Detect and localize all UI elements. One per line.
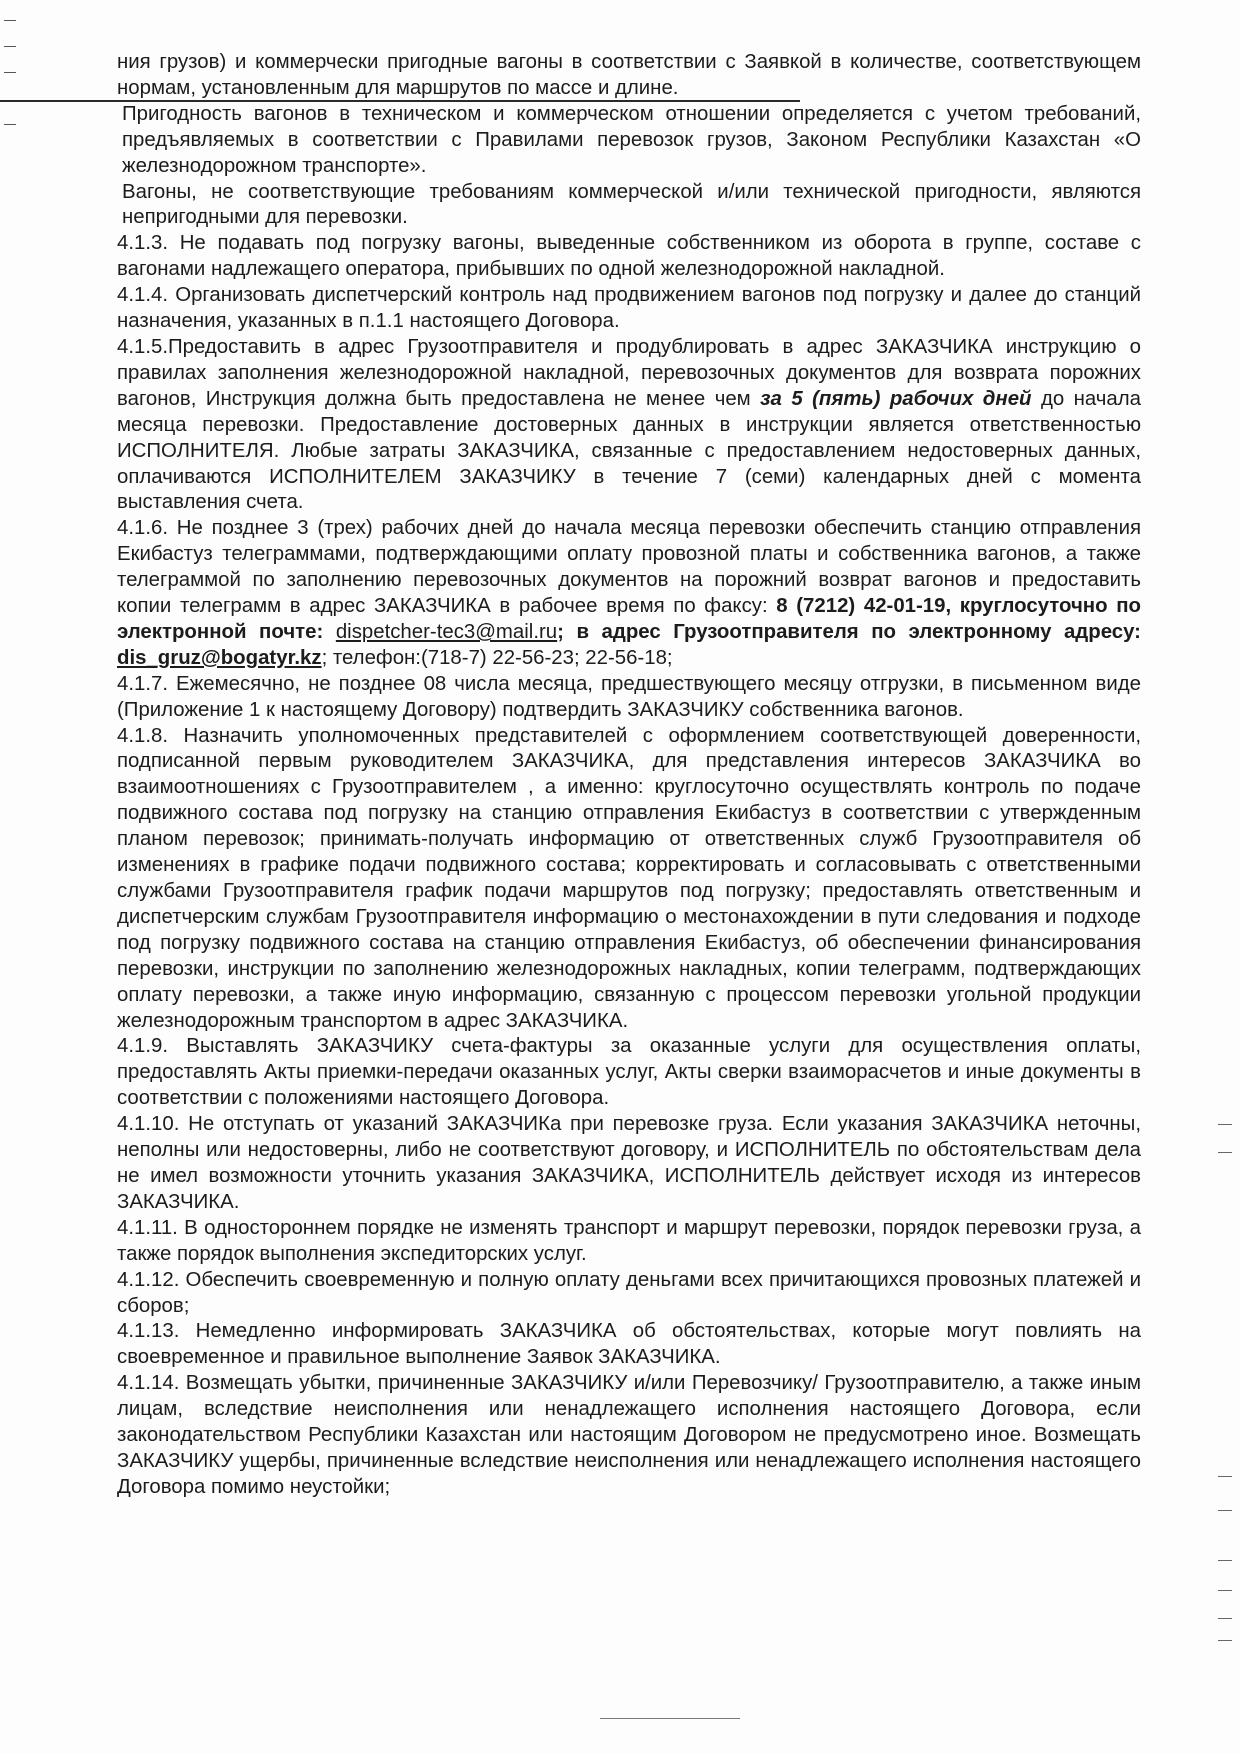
- clause-4-1-10: 4.1.10. Не отступать от указаний ЗАКАЗЧИКа при перевозке груза. Если указания ЗАКАЗЧИКА неточны, неполны или недостоверны, либо не соответствуют договору, и ИСПОЛНИТЕЛЬ по обстоятельствам дела не имел возможности уточнить указания ЗАКАЗЧИКА, ИСПОЛНИТЕЛЬ действует исходя из интересов ЗАКАЗЧИКА.: [117, 1113, 1141, 1213]
- clause-4-1-14: 4.1.14. Возмещать убытки, причиненные ЗАКАЗЧИКУ и/или Перевозчику/ Грузоотправителю, а также иным лицам, вследствие неисполнения или ненадлежащего исполнения настоящего Договора, если законодательством Республики Казахстан или настоящим Договором не предусмотрено иное. Возмещать ЗАКАЗЧИКУ ущербы, причиненные вследствие неисполнения или ненадлежащего исполнения настоящего Договора помимо неустойки;: [117, 1372, 1141, 1498]
- scan-mark: [1218, 1560, 1232, 1561]
- clause-text: до начала месяца перевозки. Предоставление достоверных данных в инструкции является ответственностью ИСПОЛНИТЕЛЯ. Любые затраты ЗАКАЗЧИКА, связанные с предоставлением недостоверных данных, оплачиваются ИСПОЛНИТЕЛЕМ ЗАКАЗЧИКУ в течение 7 (семи) календарных дней с момента выставления счета.: [117, 387, 1141, 514]
- clause-text: 4.1.6. Не позднее 3 (трех) рабочих дней до начала месяца перевозки обеспечить станцию отправления Екибастуз телеграммами, подтверждающими оплату провозной платы и собственника вагонов, а также телеграммой по заполнению перевозочных документов на порожний возврат вагонов и предоставить копии телеграмм в адрес ЗАКАЗЧИКА в рабочее время по факсу:: [117, 517, 1141, 618]
- paragraph-suitability: Пригодность вагонов в техническом и коммерческом отношении определяется с учетом требований, предъявляемых в соответствии с Правилами перевозок грузов, Законом Республики Казахстан «О железнодорожном транспорте».: [122, 102, 1141, 177]
- scan-mark: [4, 72, 16, 73]
- document-body: [117, 50, 1141, 1501]
- scan-mark: [4, 124, 16, 125]
- deadline-emphasis: за 5 (пять) рабочих дней: [760, 387, 1032, 410]
- scan-mark: [1218, 1618, 1232, 1619]
- clause-4-1-6: [117, 516, 1141, 671]
- scan-mark: [600, 1718, 740, 1719]
- scan-mark: [1218, 1152, 1232, 1153]
- scan-mark: [4, 20, 16, 21]
- fax-contact: 8 (7212) 42-01-19, круглосуточно по электронной почте:: [117, 595, 1141, 643]
- phone-contact: ; телефон:(718-7) 22-56-23; 22-56-18;: [321, 646, 673, 669]
- paragraph-continuation: ния грузов) и коммерчески пригодные вагоны в соответствии с Заявкой в количестве, соответствующем нормам, установленным для маршрутов по массе и длине.: [117, 51, 1141, 99]
- shipper-contact-label: ; в адрес Грузоотправителя по электронному адресу:: [557, 620, 1141, 643]
- scan-mark: [1218, 1640, 1232, 1641]
- clause-text: 4.1.5.Предоставить в адрес Грузоотправителя и продублировать в адрес ЗАКАЗЧИКА инструкцию о правилах заполнения железнодорожной накладной, перевозочных документов для возврата порожних вагонов, Инструкция должна быть предоставлена не менее чем: [117, 335, 1141, 410]
- scan-mark: [1218, 1124, 1232, 1125]
- clause-4-1-11: 4.1.11. В одностороннем порядке не изменять транспорт и маршрут перевозки, порядок перевозки груза, а также порядок выполнения экспедиторских услуг.: [117, 1216, 1141, 1265]
- paragraph-unsuitable-wagons: Вагоны, не соответствующие требованиям коммерческой и/или технической пригодности, являются непригодными для перевозки.: [122, 180, 1141, 229]
- email-link-shipper[interactable]: dis_gruz@bogatyr.kz: [117, 646, 322, 669]
- clause-4-1-3: 4.1.3. Не подавать под погрузку вагоны, выведенные собственником из оборота в группе, составе с вагонами надлежащего оператора, прибывших по одной железнодорожной накладной.: [117, 232, 1141, 281]
- scan-mark: [1218, 1476, 1232, 1477]
- clause-4-1-7: 4.1.7. Ежемесячно, не позднее 08 числа месяца, предшествующего месяцу отгрузки, в письменном виде (Приложение 1 к настоящему Договору) подтвердить ЗАКАЗЧИКУ собственника вагонов.: [117, 672, 1141, 721]
- clause-4-1-4: 4.1.4. Организовать диспетчерский контроль над продвижением вагонов под погрузку и далее до станций назначения, указанных в п.1.1 настоящего Договора.: [117, 284, 1141, 333]
- clause-4-1-12: 4.1.12. Обеспечить своевременную и полную оплату деньгами всех причитающихся провозных платежей и сборов;: [117, 1268, 1141, 1317]
- clause-4-1-8: 4.1.8. Назначить уполномоченных представителей с оформлением соответствующей доверенности, подписанной первым руководителем ЗАКАЗЧИКА, для представления интересов ЗАКАЗЧИКА во взаимоотношениях с Грузоотправителем , а именно: круглосуточно осуществлять контроль по подаче подвижного состава под погрузку на станцию отправления Екибастуз в соответствии с утвержденным планом перевозок; принимать-получать информацию от ответственных служб Грузоотправителя об изменениях в графике подачи подвижного состава; корректировать и согласовывать с ответственными службами Грузоотправителя график подачи маршрутов под погрузку; предоставлять ответственным и диспетчерским службам Грузоотправителя информацию о местонахождении в пути следования и подходе под погрузку подвижного состава на станцию отправления Екибастуз, об обеспечении финансирования перевозки, инструкции по заполнению железнодорожных накладных, копии телеграмм, подтверждающих оплату перевозки, а также иную информацию, связанную с процессом перевозки угольной продукции железнодорожным транспортом в адрес ЗАКАЗЧИКА.: [117, 724, 1141, 1032]
- scan-mark: [1218, 1590, 1232, 1591]
- scan-mark: [4, 46, 16, 47]
- scan-mark: [1218, 1510, 1232, 1511]
- email-link-dispatcher[interactable]: dispetcher-tec3@mail.ru: [335, 620, 558, 643]
- clause-4-1-13: 4.1.13. Немедленно информировать ЗАКАЗЧИКА об обстоятельствах, которые могут повлиять на своевременное и правильное выполнение Заявок ЗАКАЗЧИКА.: [117, 1320, 1141, 1369]
- clause-4-1-5: [117, 335, 1141, 516]
- clause-4-1-9: 4.1.9. Выставлять ЗАКАЗЧИКУ счета-фактуры за оказанные услуги для осуществления оплаты, предоставлять Акты приемки-передачи оказанных услуг, Акты сверки взаиморасчетов и иные документы в соответствии с положениями настоящего Договора.: [117, 1035, 1141, 1110]
